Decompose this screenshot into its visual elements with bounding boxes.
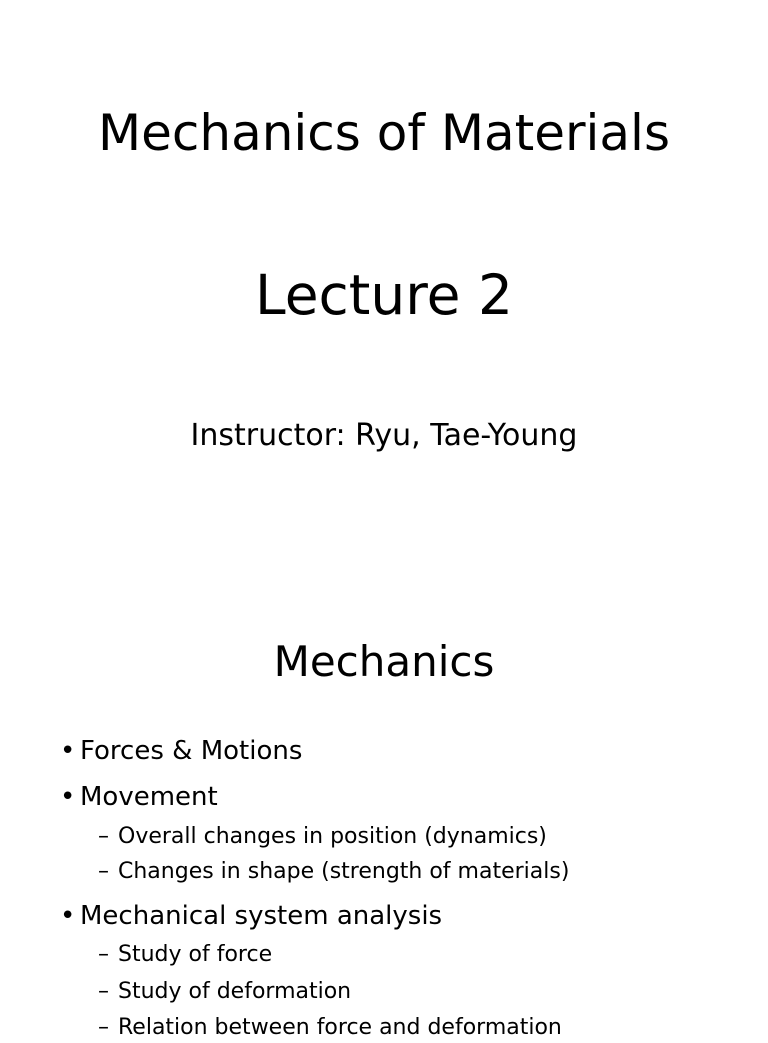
sub-bullet-marker: –	[98, 942, 109, 967]
sub-bullet-text: Overall changes in position (dynamics)	[118, 824, 547, 849]
sub-bullet-text: Relation between force and deformation	[118, 1015, 562, 1040]
bullet-marker: •	[60, 901, 76, 931]
content-slide	[0, 576, 768, 1040]
sub-bullet-marker: –	[98, 824, 109, 849]
sub-bullet-marker: –	[98, 1015, 109, 1040]
bullet-text: Mechanical system analysis	[80, 901, 443, 931]
section-title: Mechanics	[273, 637, 495, 686]
instructor-line: Instructor: Ryu, Tae-Young	[190, 418, 578, 453]
sub-bullet-text: Study of force	[118, 942, 273, 967]
sub-bullet-text: Study of deformation	[118, 979, 352, 1004]
bullet-marker: •	[60, 782, 76, 812]
sub-bullet-marker: –	[98, 859, 109, 884]
sub-bullet-marker: –	[98, 979, 109, 1004]
lecture-title: Lecture 2	[255, 263, 513, 327]
bullet-marker: •	[60, 736, 76, 766]
sub-bullet-text: Changes in shape (strength of materials)	[118, 859, 570, 884]
course-title: Mechanics of Materials	[98, 104, 670, 162]
bullet-text: Movement	[80, 782, 218, 812]
bullet-text: Forces & Motions	[80, 736, 303, 766]
